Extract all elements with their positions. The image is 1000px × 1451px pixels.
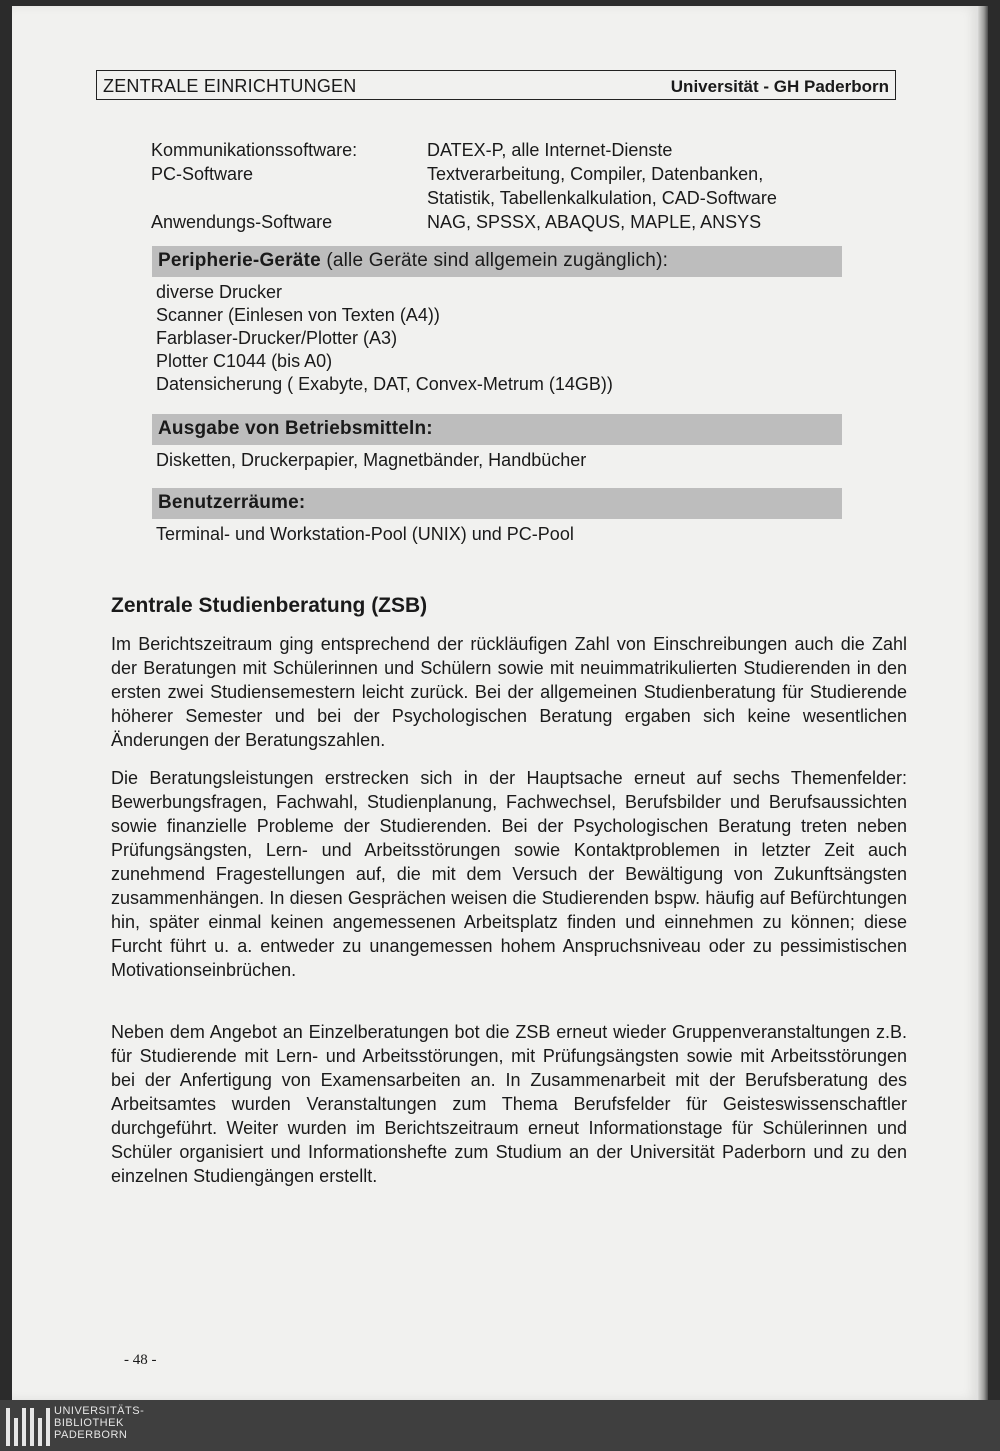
list-item: Datensicherung ( Exabyte, DAT, Convex-Metrum (14GB)) bbox=[156, 374, 613, 394]
section-heading: Ausgabe von Betriebsmitteln: bbox=[152, 414, 842, 445]
page-number: - 48 - bbox=[124, 1352, 157, 1368]
logo-line: BIBLIOTHEK bbox=[54, 1417, 124, 1429]
section-list bbox=[152, 449, 842, 472]
zsb-paragraph: Im Berichtszeitraum ging entsprechend der rückläufigen Zahl von Einschreibungen auch die Zahl der Beratungen mit Schülerinnen und Schülern sowie mit neuimmatrikulierten Studierenden in den ersten zwei Studiensemestern leicht zurück. Bei der allgemeinen Studienberatung für Studierende höherer Semester und bei der Psychologischen Beratung ergaben sich keine wesentlichen Änderungen der Beratungszahlen. bbox=[111, 634, 907, 750]
zsb-heading: Zentrale Studienberatung (ZSB) bbox=[111, 594, 428, 617]
list-item: Terminal- und Workstation-Pool (UNIX) und PC-Pool bbox=[156, 524, 574, 544]
list-item: Farblaser-Drucker/Plotter (A3) bbox=[156, 328, 398, 348]
zsb-paragraph: Neben dem Angebot an Einzelberatungen bot die ZSB erneut wieder Gruppenveranstaltungen z.B. für Studierende mit Lern- und Arbeitsstörungen, mit Prüfungsängsten sowie mit Arbeitsstörungen bei der Anfertigung von Examensarbeiten an. In Zusammenarbeit mit der Berufsberatung des Arbeitsamtes wurden Veranstaltungen zum Thema Berufsfelder für Geisteswissenschaftler durchgeführt. Weiter wurden im Berichtszeitraum erneut Informationstage für Schülerinnen und Schüler organisiert und Informationshefte zum Studium an der Universität Paderborn und zu den einzelnen Studiengängen erstellt. bbox=[111, 1022, 907, 1186]
header-university: Universität - GH Paderborn bbox=[670, 77, 889, 96]
software-key: PC-Software bbox=[151, 164, 254, 184]
running-header bbox=[96, 70, 896, 100]
section-heading-bold: Peripherie-Geräte bbox=[158, 250, 321, 271]
software-value: Textverarbeitung, Compiler, Datenbanken, bbox=[427, 164, 764, 184]
library-logo-text bbox=[54, 1405, 144, 1441]
logo-line: PADERBORN bbox=[54, 1429, 128, 1441]
software-row bbox=[151, 162, 851, 186]
zsb-paragraph: Die Beratungsleistungen erstrecken sich in der Hauptsache erneut auf sechs Themenfelder: Bewerbungsfragen, Fachwahl, Studienplanung, Fachwechsel, Berufsbilder und Berufsaussichten sowie finanzielle Probleme der Studierenden. Bei der Psychologischen Beratung treten neben Prüfungsängsten, Lern- und Arbeitsstörungen sowie Kontaktproblemen in letzter Zeit auch zunehmend Fragestellungen auf, die mit dem Versuch der Bewältigung von Zukunftsängsten zusammenhängen. In diesen Gesprächen weisen die Studierenden bspw. häufig auf Befürchtungen hin, später einmal keinen angemessenen Arbeitsplatz finden und einnehmen zu können; diese Furcht führt u. a. entweder zu unangemessen hohem Anspruchsniveau oder zu pessimistischen Motivationseinbrüchen. bbox=[111, 768, 907, 980]
section-list bbox=[152, 281, 842, 396]
list-item: Disketten, Druckerpapier, Magnetbänder, Handbücher bbox=[156, 450, 587, 470]
header-section-title: ZENTRALE EINRICHTUNGEN bbox=[103, 76, 357, 96]
software-key bbox=[151, 186, 427, 210]
section-peripherie bbox=[152, 246, 842, 396]
software-key: Anwendungs-Software bbox=[151, 212, 333, 232]
section-ausgabe bbox=[152, 414, 842, 472]
software-row bbox=[151, 138, 851, 162]
list-item: Plotter C1044 (bis A0) bbox=[156, 351, 333, 371]
list-item: Scanner (Einlesen von Texten (A4)) bbox=[156, 305, 440, 325]
list-item: diverse Drucker bbox=[156, 282, 283, 302]
software-table bbox=[151, 138, 851, 234]
software-value: DATEX-P, alle Internet-Dienste bbox=[427, 140, 673, 160]
section-list bbox=[152, 523, 842, 546]
software-value: NAG, SPSSX, ABAQUS, MAPLE, ANSYS bbox=[427, 212, 762, 232]
page-edge bbox=[978, 6, 988, 1400]
library-logo-icon bbox=[6, 1408, 50, 1446]
software-row bbox=[151, 186, 851, 210]
logo-line: UNIVERSITÄTS- bbox=[54, 1405, 145, 1417]
software-value: Statistik, Tabellenkalkulation, CAD-Software bbox=[427, 188, 777, 208]
software-key: Kommunikationssoftware: bbox=[151, 140, 358, 160]
software-row bbox=[151, 210, 851, 234]
section-benutzerraeume bbox=[152, 488, 842, 546]
section-heading: Benutzerräume: bbox=[152, 488, 842, 519]
section-heading bbox=[152, 246, 842, 277]
section-heading-suffix: (alle Geräte sind allgemein zugänglich): bbox=[320, 250, 669, 271]
library-footer bbox=[0, 1400, 1000, 1451]
